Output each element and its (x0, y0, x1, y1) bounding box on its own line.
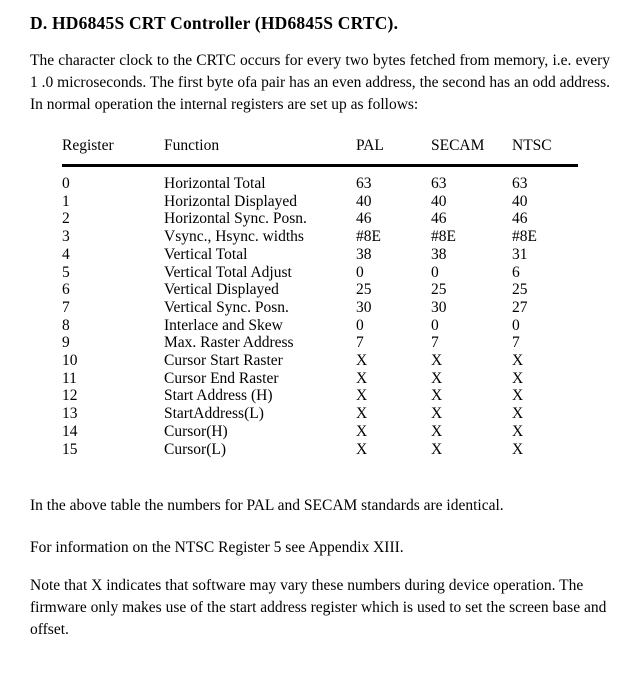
table-cell: X (512, 440, 524, 458)
table-cell: 6 (62, 281, 70, 299)
table-cell: X (431, 405, 443, 423)
table-cell: 12 (62, 387, 78, 405)
table-cell: 31 (512, 245, 528, 263)
registers-table-body (62, 166, 578, 459)
table-cell: 46 (431, 210, 447, 228)
table-cell: 10 (62, 352, 78, 370)
header-cell-pal: PAL (356, 136, 431, 166)
header-cell-register: Register (62, 136, 164, 166)
table-row (62, 370, 578, 388)
table-cell: 15 (62, 440, 78, 458)
table-row (62, 352, 578, 370)
table-cell: 40 (431, 192, 447, 210)
table-cell: 25 (512, 281, 528, 299)
intro-paragraph: The character clock to the CRTC occurs for every two bytes fetched from memory, i.e. every 1 .0 microseconds. The first byte ofa pair has an even address, the second has an odd address. In normal operation the internal registers are set up as follows: (30, 52, 610, 113)
table-cell: 2 (62, 210, 70, 228)
table-cell: Vsync., Hsync. widths (164, 228, 304, 246)
table-row (62, 423, 578, 441)
table-cell: Vertical Displayed (164, 281, 279, 299)
table-cell: 27 (512, 298, 528, 316)
table-cell: 4 (62, 245, 70, 263)
table-cell: 7 (512, 334, 520, 352)
note-ntsc-register5: For information on the NTSC Register 5 see Appendix XIII. (30, 539, 404, 557)
table-cell: Horizontal Total (164, 175, 266, 192)
table-row (62, 441, 578, 459)
table-cell: 7 (431, 334, 439, 352)
table-row (62, 210, 578, 228)
table-cell: Cursor Start Raster (164, 352, 283, 370)
table-cell: 0 (431, 316, 439, 334)
table-row (62, 264, 578, 282)
table-row (62, 246, 578, 264)
table-row (62, 334, 578, 352)
table-cell: Vertical Sync. Posn. (164, 298, 289, 316)
table-cell: 14 (62, 422, 78, 440)
table-cell: 7 (62, 298, 70, 316)
table-cell: 0 (356, 263, 364, 281)
table-cell: X (512, 369, 524, 387)
table-row (62, 193, 578, 211)
table-cell: 63 (512, 175, 528, 192)
table-cell: 6 (512, 263, 520, 281)
table-cell: 13 (62, 405, 78, 423)
table-header-row (62, 136, 578, 166)
table-cell: 0 (62, 175, 70, 192)
table-cell: X (356, 405, 368, 423)
table-cell: X (512, 352, 524, 370)
table-cell: X (356, 440, 368, 458)
table-cell: X (356, 369, 368, 387)
table-row (62, 281, 578, 299)
note-x-explanation: Note that X indicates that software may vary these numbers during device operation. The firmware only makes use of the start address register which is used to set the screen base and offset. (30, 577, 607, 639)
section-heading: D. HD6845S CRT Controller (HD6845S CRTC). (30, 13, 399, 33)
table-cell: 46 (356, 210, 372, 228)
table-cell: X (512, 387, 524, 405)
table-cell: 3 (62, 228, 70, 246)
table-row (62, 166, 578, 193)
header-cell-ntsc: NTSC (512, 136, 578, 166)
table-cell: 1 (62, 192, 70, 210)
table-cell: X (512, 422, 524, 440)
table-cell: 25 (431, 281, 447, 299)
table-cell: 7 (356, 334, 364, 352)
header-cell-function: Function (164, 136, 356, 166)
table-cell: 40 (512, 192, 528, 210)
table-cell: 5 (62, 263, 70, 281)
table-cell: X (431, 440, 443, 458)
table-cell: 63 (431, 175, 447, 192)
table-cell: 30 (431, 298, 447, 316)
table-cell: 9 (62, 334, 70, 352)
table-cell: 0 (356, 316, 364, 334)
table-cell: X (356, 352, 368, 370)
table-cell: Cursor(L) (164, 440, 226, 458)
table-cell: Start Address (H) (164, 387, 273, 405)
table-cell: 63 (356, 175, 372, 192)
table-cell: Vertical Total Adjust (164, 263, 292, 281)
table-cell: X (431, 422, 443, 440)
table-row (62, 405, 578, 423)
table-cell: 38 (431, 245, 447, 263)
table-cell: 38 (356, 245, 372, 263)
table-row (62, 299, 578, 317)
table-cell: 0 (512, 316, 520, 334)
table-cell: StartAddress(L) (164, 405, 264, 423)
table-cell: X (356, 422, 368, 440)
table-cell: #8E (431, 228, 456, 246)
table-cell: 46 (512, 210, 528, 228)
table-cell: Cursor(H) (164, 422, 228, 440)
table-cell: 11 (62, 369, 77, 387)
header-cell-secam: SECAM (431, 136, 512, 166)
table-cell: Vertical Total (164, 245, 248, 263)
table-cell: X (431, 387, 443, 405)
table-cell: X (356, 387, 368, 405)
registers-table (62, 136, 578, 458)
table-row (62, 387, 578, 405)
note-pal-secam: In the above table the numbers for PAL and SECAM standards are identical. (30, 497, 504, 515)
table-cell: #8E (356, 228, 381, 246)
table-cell: Max. Raster Address (164, 334, 294, 352)
table-cell: 0 (431, 263, 439, 281)
table-cell: Horizontal Sync. Posn. (164, 210, 307, 228)
table-cell: 25 (356, 281, 372, 299)
table-cell: X (431, 369, 443, 387)
table-cell: 30 (356, 298, 372, 316)
table-cell: 40 (356, 192, 372, 210)
table-row (62, 317, 578, 335)
table-cell: X (512, 405, 524, 423)
table-row (62, 228, 578, 246)
table-cell: X (431, 352, 443, 370)
table-cell: 8 (62, 316, 70, 334)
table-cell: #8E (512, 228, 537, 246)
table-cell: Horizontal Displayed (164, 192, 298, 210)
table-cell: Cursor End Raster (164, 369, 279, 387)
table-cell: Interlace and Skew (164, 316, 283, 334)
